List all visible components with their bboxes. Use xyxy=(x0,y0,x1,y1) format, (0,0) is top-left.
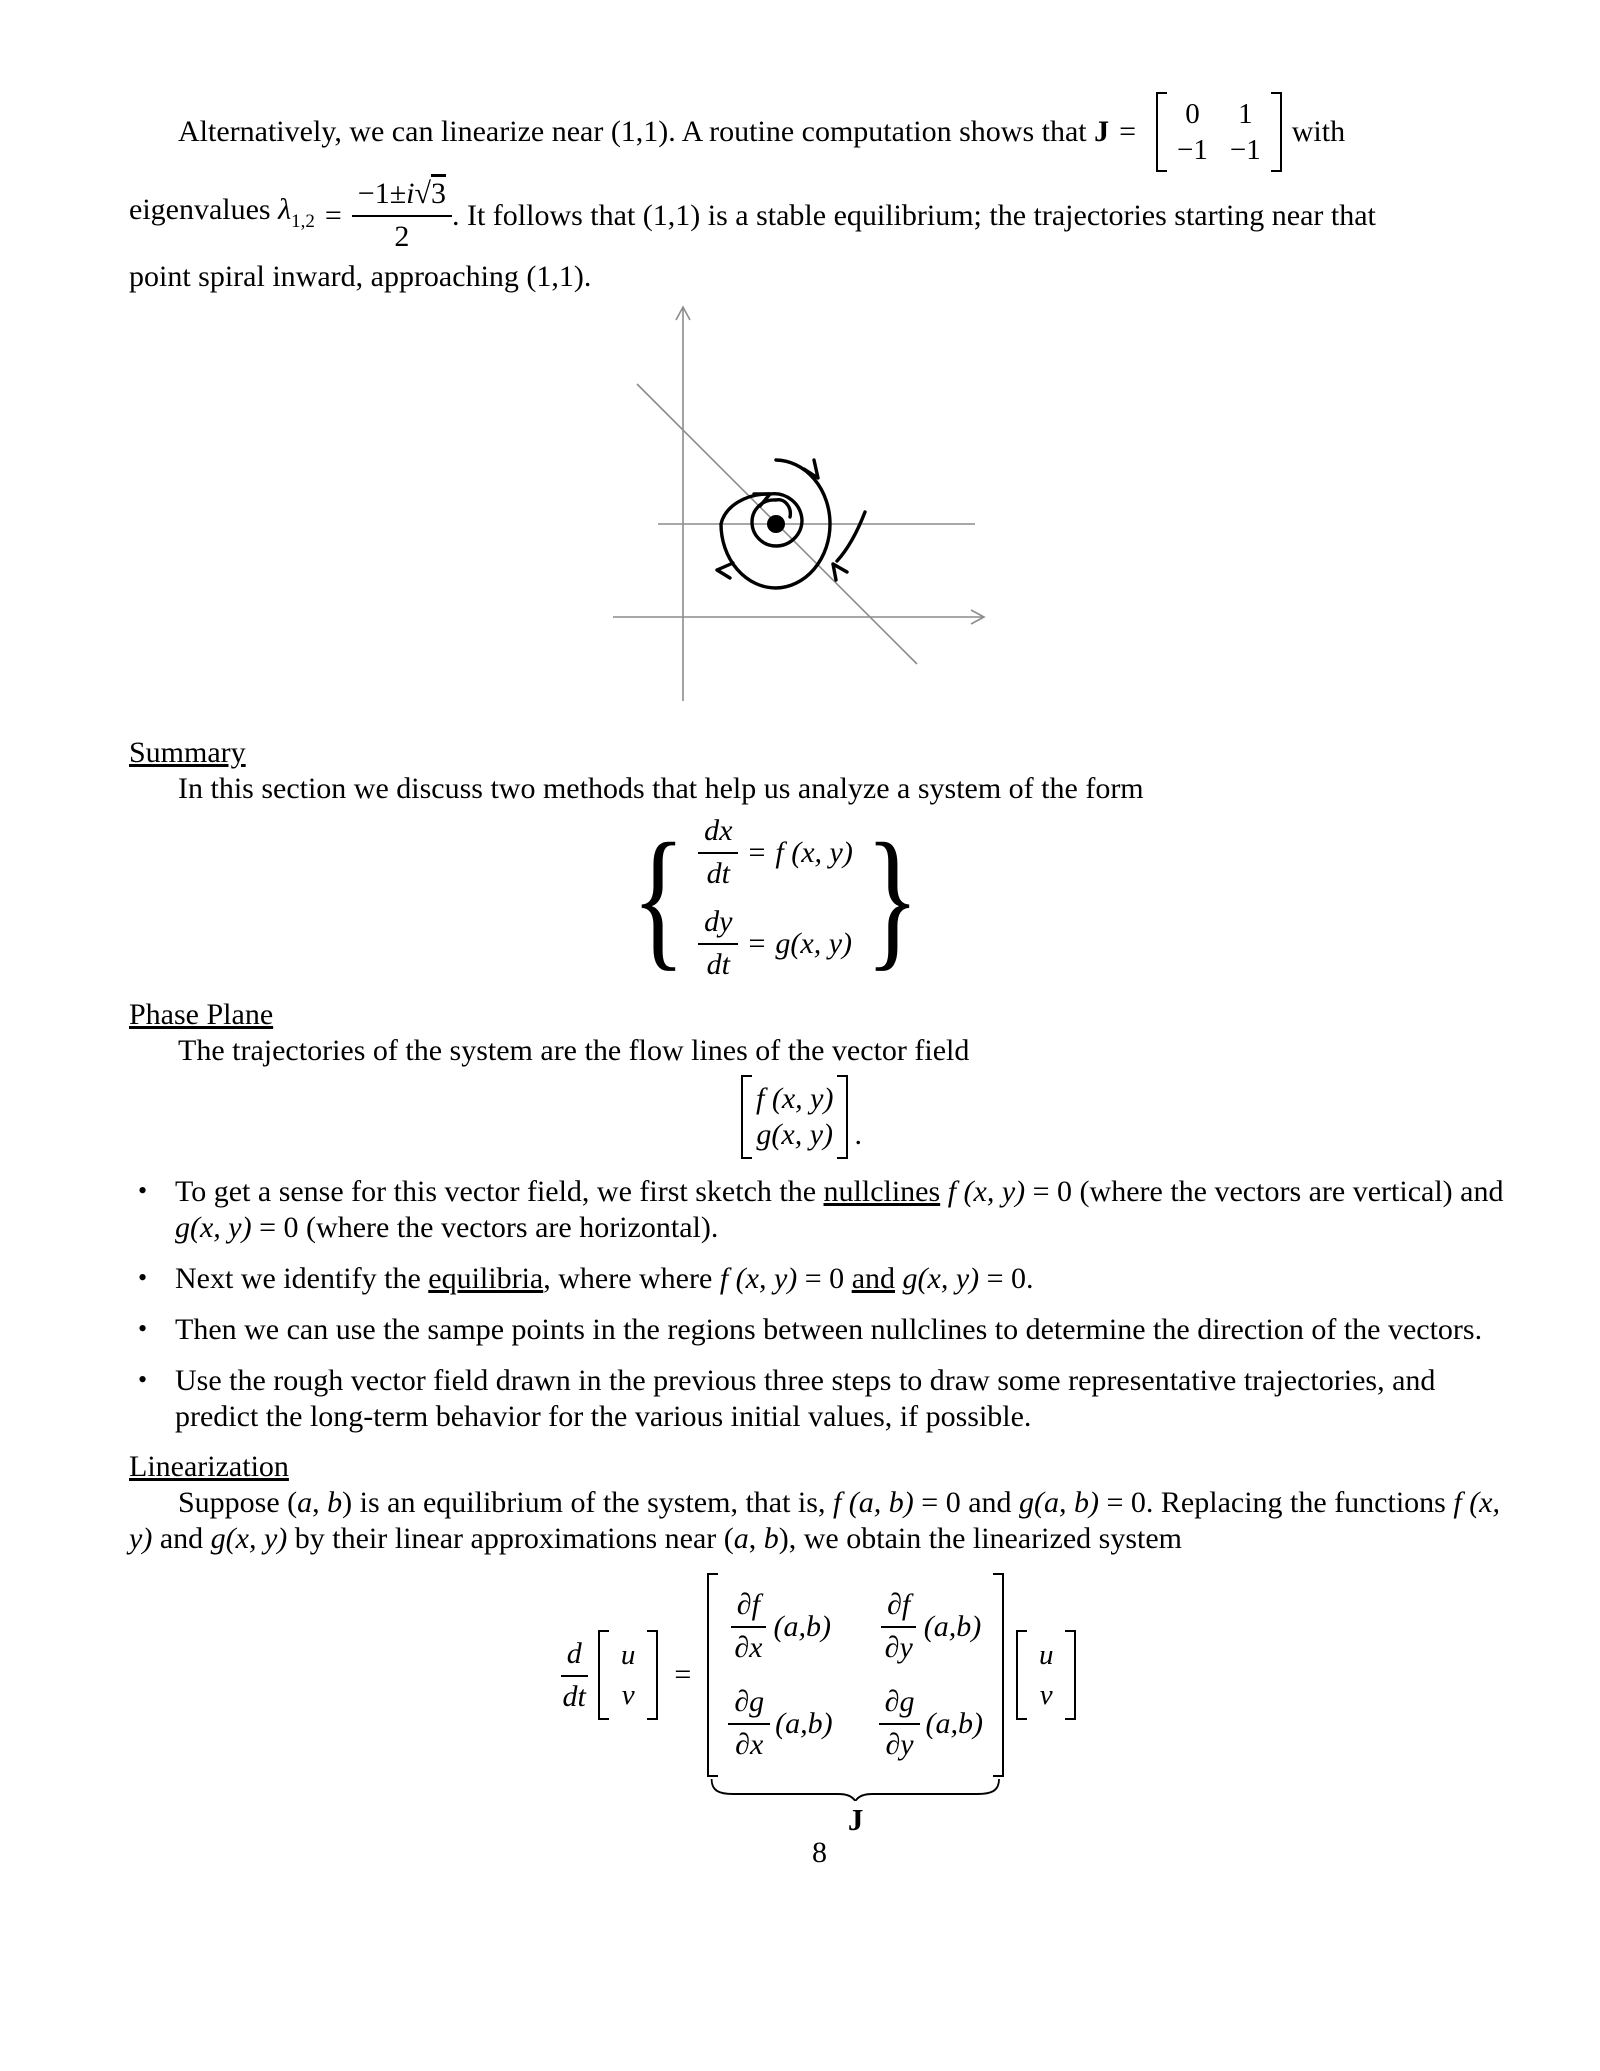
bullet-text: Use the rough vector field drawn in the previous three steps to draw some representative trajectories, and predict the long-term behavior for the various initial values, if possible. xyxy=(175,1364,1436,1433)
vector-field-display xyxy=(741,1075,862,1159)
vector-row-f: f (x, y) xyxy=(756,1082,834,1115)
list-item xyxy=(129,1261,1510,1297)
jacobian-matrix xyxy=(1156,92,1282,172)
vector-entry-u: u xyxy=(1038,1639,1054,1671)
spiral-arrowhead-icon xyxy=(717,563,733,578)
bullet-marker: • xyxy=(138,1176,148,1205)
dydt-fraction: $\frac{dy}{dt}$ xyxy=(698,904,738,983)
matrix-entry: 1 xyxy=(1238,98,1253,130)
bullet-text: Then we can use the sampe points in the regions between nullclines to determine the direction of the vectors. xyxy=(175,1313,1483,1346)
matrix-entry: −1 xyxy=(1177,134,1208,166)
incoming-trajectory xyxy=(837,512,865,561)
vector-entry-v: v xyxy=(1039,1679,1053,1711)
method-bullet-list xyxy=(129,1174,1510,1435)
ode-equation-1 xyxy=(698,813,853,892)
bullet-text: Next we identify the equilibria, where where f (x, y) = 0 and g(x, y) = 0. xyxy=(175,1262,1034,1295)
matrix-cell: $\frac{\partial g}{\partial x}$ (a,b) xyxy=(728,1684,832,1763)
right-bracket xyxy=(1271,92,1282,172)
rhs-g: g(x, y) xyxy=(775,926,853,960)
summary-heading: Summary xyxy=(129,736,246,769)
equals-sign: = xyxy=(748,926,766,960)
eval-point: (a,b) xyxy=(775,1706,833,1740)
equilibrium-point-dot xyxy=(767,515,785,533)
eval-point: (a,b) xyxy=(923,1609,982,1643)
right-bracket xyxy=(993,1573,1004,1777)
left-bracket xyxy=(707,1573,718,1777)
page-number: 8 xyxy=(812,1836,827,1869)
matrix-entry: 0 xyxy=(1185,98,1200,130)
left-bracket xyxy=(598,1630,609,1720)
linearized-system-equation xyxy=(557,1573,1083,1837)
left-bracket xyxy=(1156,92,1167,172)
matrix-cell: $\frac{\partial f}{\partial x}$ (a,b) xyxy=(728,1587,832,1666)
intro-with-word: with xyxy=(1291,115,1346,148)
intro-line-2-pre: eigenvalues $\lambda_{1,2}$ xyxy=(129,192,315,232)
equals-sign: = xyxy=(324,198,342,232)
eval-point: (a,b) xyxy=(925,1706,983,1740)
vector-entry-v: v xyxy=(621,1679,635,1711)
jacobian-entries xyxy=(1167,92,1271,172)
ode-system-rows xyxy=(698,813,853,983)
equals-sign: = xyxy=(748,835,766,869)
intro-line-2-post: . It follows that (1,1) is a stable equilibrium; the trajectories starting near that xyxy=(451,198,1376,232)
underbrace-label: J xyxy=(847,1802,864,1837)
intro-line-1 xyxy=(178,92,1510,172)
period-mark: . xyxy=(854,1118,862,1151)
intro-line-3 xyxy=(129,259,1510,295)
phase-portrait-svg xyxy=(580,297,1010,715)
fraction-denominator: 2 xyxy=(394,220,410,253)
equals-sign: = xyxy=(1119,115,1137,148)
uv-vector xyxy=(598,1630,659,1720)
left-bracket xyxy=(1016,1630,1027,1720)
jacobian-partials-matrix xyxy=(707,1573,1004,1837)
matrix-entry: −1 xyxy=(1229,134,1261,166)
dxdt-fraction: $\frac{dx}{dt}$ xyxy=(698,813,738,892)
eigenvalue-fraction xyxy=(352,176,452,255)
eval-point: (a,b) xyxy=(773,1609,831,1643)
ode-system-display xyxy=(621,810,929,984)
underbrace-icon xyxy=(709,1777,1002,1801)
matrix-cell: $\frac{\partial g}{\partial y}$ (a,b) xyxy=(879,1684,983,1763)
summary-paragraph: In this section we discuss two methods that help us analyze a system of the form xyxy=(178,772,1144,805)
list-item xyxy=(129,1363,1510,1435)
phase-portrait-figure xyxy=(580,297,1010,715)
underbrace-group xyxy=(709,1777,1002,1838)
phase-plane-paragraph: The trajectories of the system are the flow lines of the vector field xyxy=(178,1034,970,1067)
intro-line-1-text: Alternatively, we can linearize near (1,1). A routine computation shows that J xyxy=(178,115,1110,148)
vector-field-rows xyxy=(752,1075,837,1159)
ode-equation-2 xyxy=(698,904,853,983)
intro-line-2 xyxy=(129,176,1510,255)
spiral-arrowhead-icon xyxy=(804,460,818,478)
linearization-paragraph: Suppose (a, b) is an equilibrium of the system, that is, f (a, b) = 0 and g(a, b) = 0. Replacing the functions f (x, y) and g(x, y) by their linear approximations near (a, b), we obtain the linearized system xyxy=(129,1486,1500,1555)
bullet-marker: • xyxy=(138,1314,148,1343)
vector-entry-u: u xyxy=(620,1639,636,1671)
right-bracket xyxy=(647,1630,658,1720)
linearization-heading: Linearization xyxy=(129,1450,289,1483)
right-bracket xyxy=(1065,1630,1076,1720)
left-brace: { xyxy=(631,810,686,984)
bullet-marker: • xyxy=(138,1263,148,1292)
list-item xyxy=(129,1312,1510,1348)
matrix-cell: $\frac{\partial f}{\partial y}$ (a,b) xyxy=(879,1587,983,1666)
ddt-fraction: $\frac{d}{dt}$ xyxy=(562,1636,586,1713)
right-brace: } xyxy=(865,810,920,984)
left-bracket xyxy=(741,1075,752,1159)
right-bracket xyxy=(837,1075,848,1159)
uv-vector xyxy=(1016,1630,1077,1720)
vector-row-g: g(x, y) xyxy=(756,1118,834,1151)
bullet-marker: • xyxy=(138,1365,148,1394)
list-item xyxy=(129,1174,1510,1246)
bullet-text: To get a sense for this vector field, we first sketch the nullclines f (x, y) = 0 (where the vectors are vertical) and g(x, y) = 0 (where the vectors are horizontal). xyxy=(175,1175,1504,1244)
rhs-f: f (x, y) xyxy=(775,835,853,869)
incoming-arrowhead-icon xyxy=(833,564,847,580)
phase-plane-heading: Phase Plane xyxy=(129,998,274,1031)
fraction-numerator: −1±i√3 xyxy=(352,176,452,217)
intro-line-3-text: point spiral inward, approaching (1,1). xyxy=(129,260,592,293)
equals-sign: = xyxy=(674,1658,692,1691)
